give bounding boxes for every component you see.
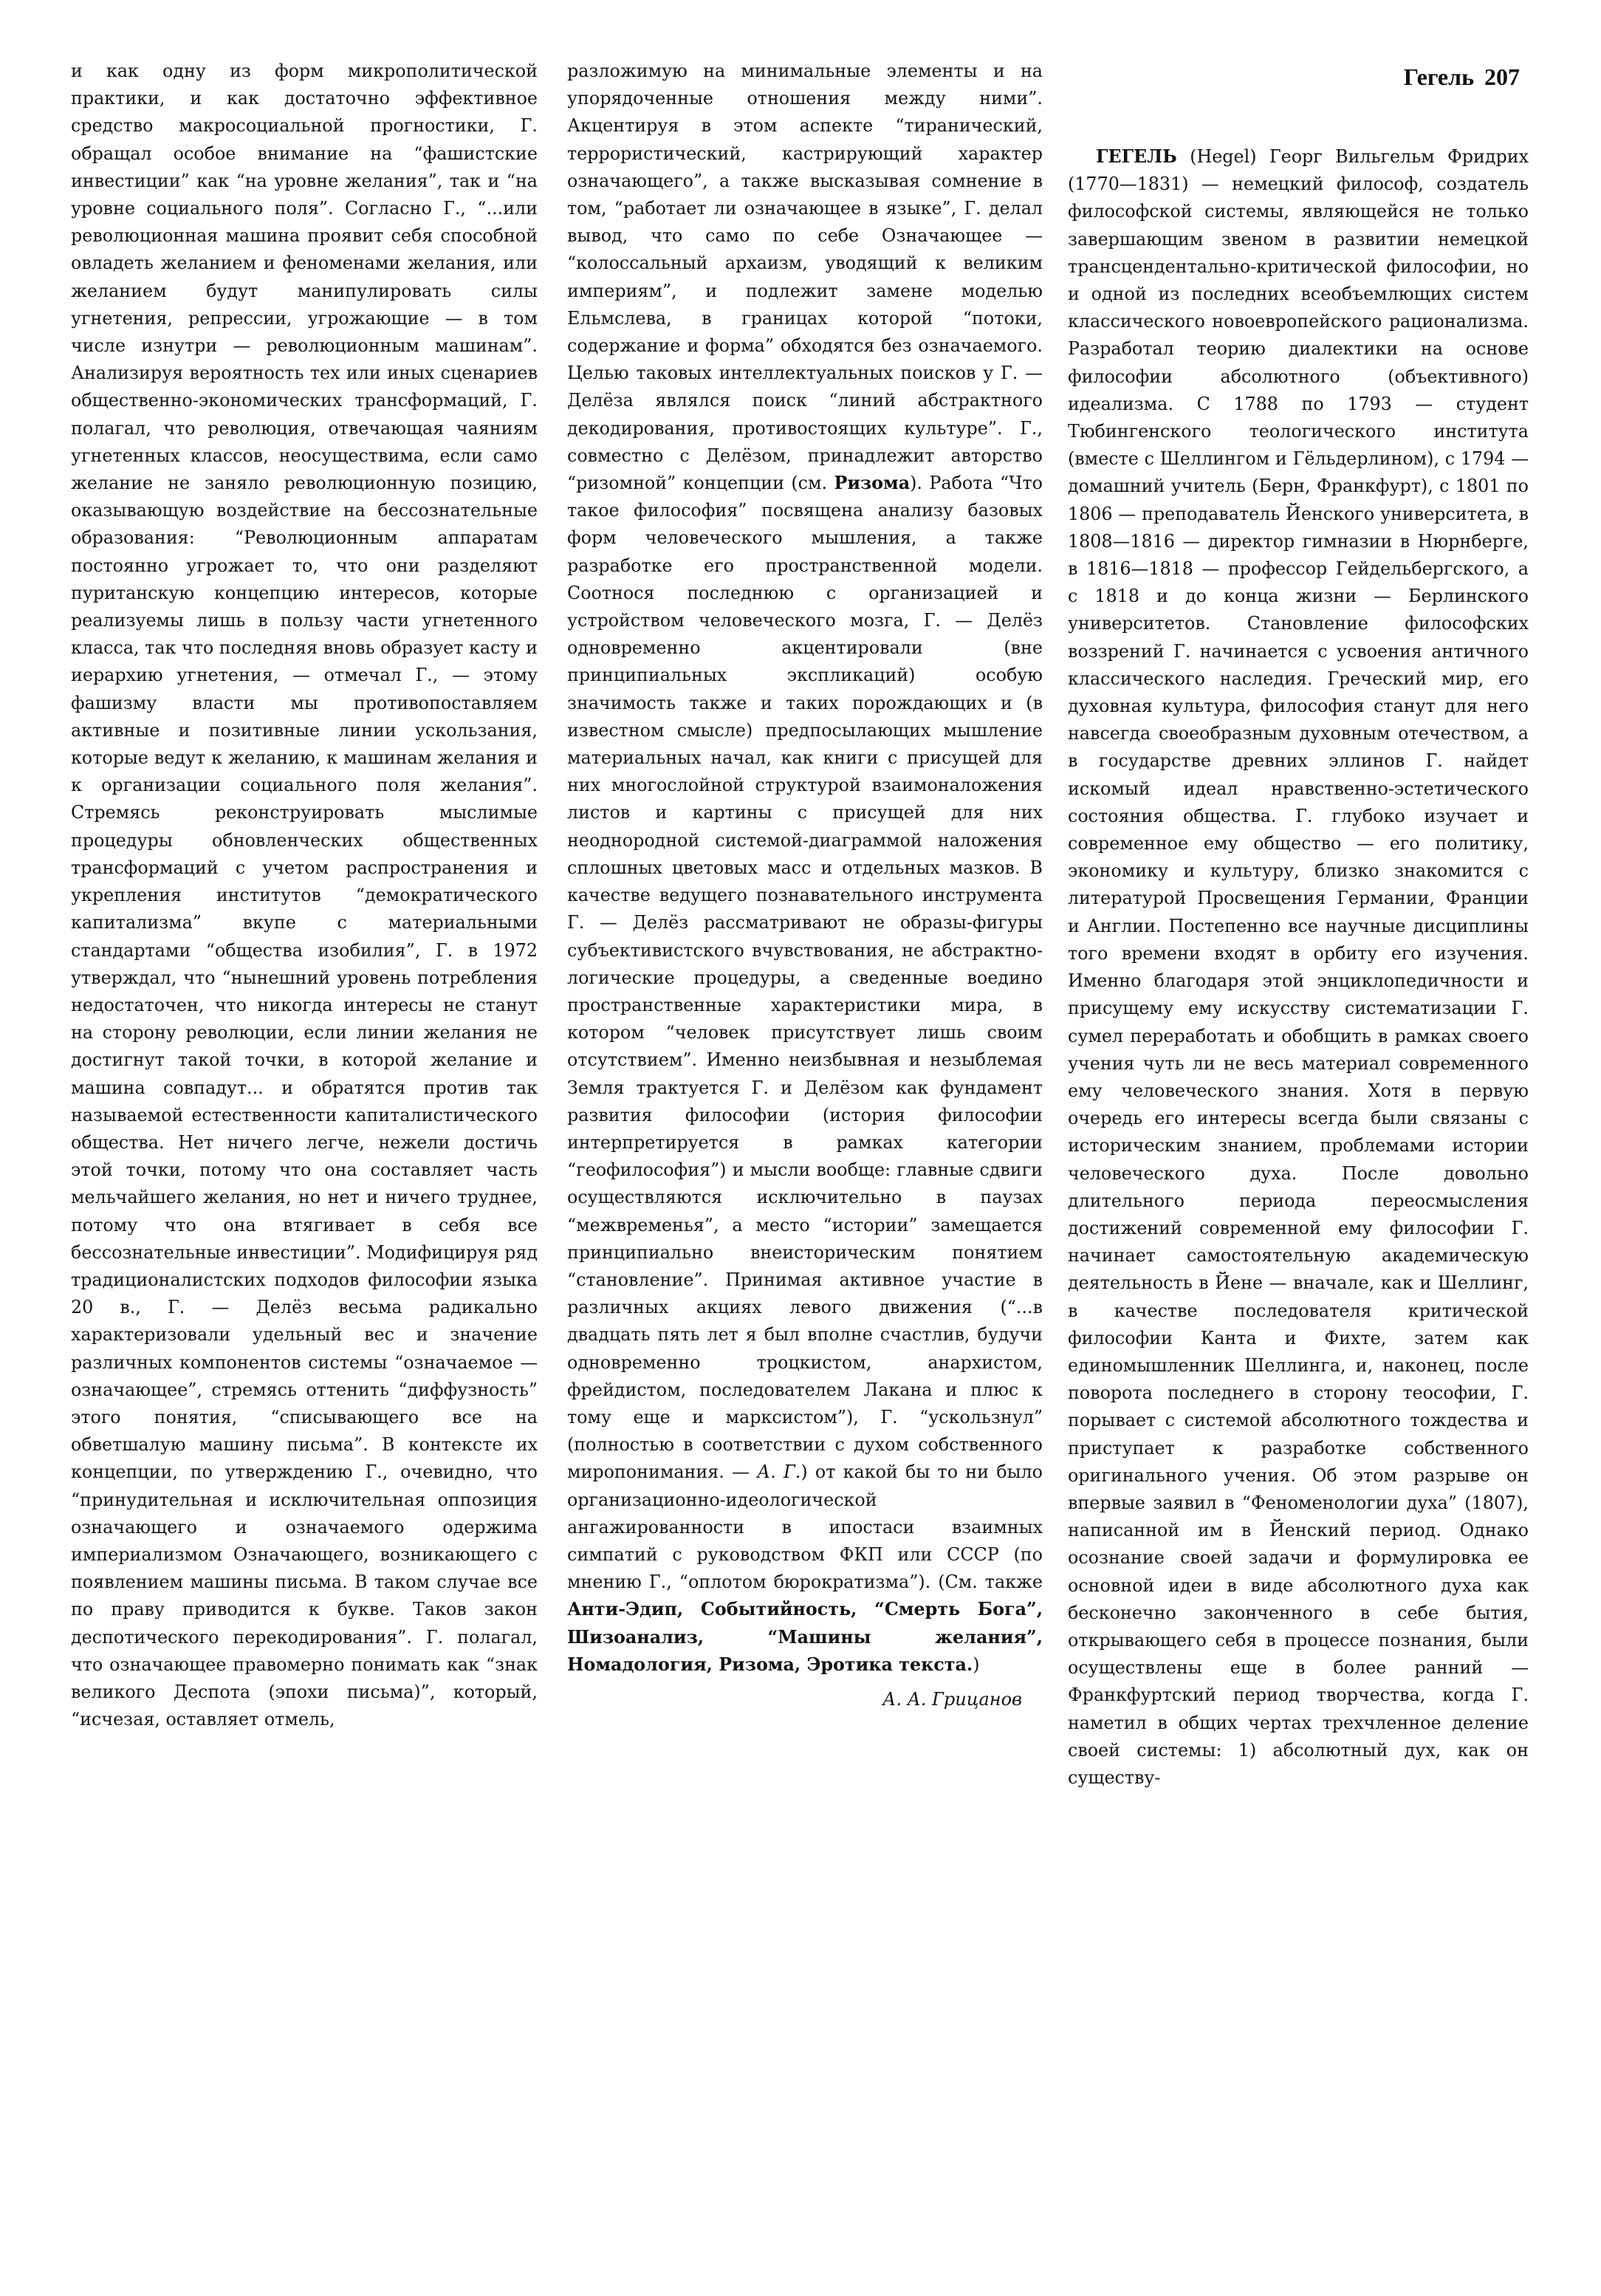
author-initials: А. Г. <box>757 1461 801 1483</box>
closing-bracket: ) <box>973 1654 980 1675</box>
article-author: А. А. Грицанов <box>882 1688 1022 1710</box>
cross-reference[interactable]: Ризома <box>834 473 911 494</box>
paragraph-continued <box>567 58 1043 1679</box>
body-text: ) от какой бы то ни было организационно-идеологической ангажированности в ипостаси взаимных симпатий с руководством ФКП или СССР (по мнению Г., “оплотом бюрократизма”). (См. также <box>567 1461 1043 1593</box>
text-column-right <box>1068 143 1529 1792</box>
entry-headword: ГЕГЕЛЬ <box>1096 146 1177 167</box>
text-column-middle <box>567 58 1043 1713</box>
body-text: разложимую на минимальные элементы и на упорядоченные отношения между ними”. Акцентируя в этом аспекте “тиранический, террористический, кастрирующий характер означающего”, а также высказывая сомнение в том, “работает ли означающее в языке”, Г. делал вывод, что само по себе Означающее — “колоссальный архаизм, уводящий к великим империям”, и подлежит замене моделью Ельмслева, в границах которой “потоки, содержание и форма” обходятся без означаемого. Целью таковых интеллектуальных поисков у Г. — Делёза являлся поиск “линий абстрактного декодирования, противостоящих культуре”. Г., совместно с Делёзом, принадлежит авторство “ризомной” концепции (см. <box>567 61 1043 494</box>
paragraph-continued: и как одну из форм микрополитической практики, и как достаточно эффективное средство макросоциальной прогностики, Г. обращал особое внимание на “фашистские инвестиции” как “на уровне желания”, так и “на уровне социального поля”. Согласно Г., “...или революционная машина проявит себя способной овладеть желанием и феноменами желания, или желанием будут манипулировать силы угнетения, репрессии, угрожающие — в том числе изнутри — революционным машинам”. Анализируя вероятность тех или иных сценариев общественно-экономических трансформаций, Г. полагал, что революция, отвечающая чаяниям угнетенных классов, неосуществима, если само желание не заняло революционную позицию, оказывающую воздействие на бессознательные образования: “Революционным аппаратам постоянно угрожает то, что они разделяют пуританскую концепцию интересов, которые реализуемы лишь в пользу части угнетенного класса, так что последняя вновь образует касту и иерархию угнетения, — отмечал Г., — этому фашизму власти мы противопоставляем активные и позитивные линии ускользания, которые ведут к желанию, к машинам желания и к организации социального поля желания”. Стремясь реконструировать мыслимые процедуры обновленческих общественных трансформаций с учетом распространения и укрепления институтов “демократического капитализма” вкупе с материальными стандартами “общества изобилия”, Г. в 1972 утверждал, что “нынешний уровень потребления недостаточен, что никогда интересы не станут на сторону революции, если линии желания не достигнут такой точки, в которой желание и машина совпадут... и обратятся против так называемой естественности капиталистического общества. Нет ничего легче, нежели достичь этой точки, потому что она составляет часть мельчайшего желания, но нет и ничего труднее, потому что она втягивает в себя все бессознательные инвестиции”. Модифицируя ряд традиционалистских подходов философии языка 20 в., Г. — Делёз весьма радикально характеризовали удельный вес и значение различных компонентов системы “означаемое — означающее”, стремясь оттенить “диффузность” этого понятия, “списывающего все на обветшалую машину письма”. В контексте их концепции, по утверждению Г., очевидно, что “принудительная и исключительная оппозиция означающего и означаемого одержима империализмом Означающего, возникающего с появлением машины письма. В таком случае все по праву приводится к букве. Таков закон деспотического перекодирования”. Г. полагал, что означающее правомерно понимать как “знак великого Деспота (эпохи письма)”, который, “исчезая, оставляет отмель, <box>71 61 538 1730</box>
body-text: ). Работа “Что такое философия” посвящена анализу базовых форм человеческого мышления, а также разработке его пространственной модели. Соотнося последнюю с организацией и устройством человеческого мозга, Г. — Делёз одновременно акцентировали (вне принципиальных экспликаций) особую значимость также и таких порождающих и (в известном смысле) предпосылающих мышление материальных начал, как книги с присущей для них многослойной структурой взаимоналожения листов и картины с присущей для них неоднородной системой-диаграммой наложения сплошных цветовых масс и отдельных мазков. В качестве ведущего познавательного инструмента Г. — Делёз рассматривают не образы-фигуры субъективистского вчувствования, не абстрактно-логические процедуры, а сведенные воедино пространственные характеристики мира, в котором “человек присутствует лишь своим отсутствием”. Именно неизбывная и незыблемая Земля трактуется Г. и Делёзом как фундамент развития философии (история философии интерпретируется в рамках категории “геофилософия”) и мысли вообще: главные сдвиги осуществляются исключительно в паузах “межвременья”, а место “истории” замещается принципиально внеисторическим понятием “становление”. Принимая активное участие в различных акциях левого движения (“...в двадцать пять лет я был вполне счастлив, будучи одновременно троцкистом, анархистом, фрейдистом, последователем Лакана и плюс к тому еще и марксистом”), Г. “ускользнул” (полностью в соответствии с духом собственного миропонимания. — <box>567 473 1043 1483</box>
running-header <box>1047 64 1520 91</box>
entry-paragraph <box>1068 143 1529 1792</box>
entry-text: (Hegel) Георг Вильгельм Фридрих (1770—1831) — немецкий философ, создатель философской системы, являющейся не только завершающим звеном в развитии немецкой трансцендентально-критической философии, но и одной из последних всеобъемлющих систем классического новоевропейского рационализма. Разработал теорию диалектики на основе философии абсолютного (объективного) идеализма. С 1788 по 1793 — студент Тюбингенского теологического института (вместе с Шеллингом и Гёльдерлином), с 1794 — домашний учитель (Берн, Франкфурт), с 1801 по 1806 — преподаватель Йенского университета, в 1808—1816 — директор гимназии в Нюрнберге, в 1816—1818 — профессор Гейдельбергского, а с 1818 и до конца жизни — Берлинского университетов. Становление философских воззрений Г. начинается с усвоения античного классического наследия. Греческий мир, его духовная культура, философия станут для него навсегда своеобразным духовным отечеством, а в государстве древних эллинов Г. найдет искомый идеал нравственно-эстетического состояния общества. Г. глубоко изучает и современное ему общество — его политику, экономику и культуру, близко знакомится с литературой Просвещения Германии, Франции и Англии. Постепенно все научные дисциплины того времени входят в орбиту его изучения. Именно благодаря этой энциклопедичности и присущему ему искусству систематизации Г. сумел переработать и обобщить в рамках своего учения чуть ли не весь материал современного ему человеческого знания. Хотя в первую очередь его интересы всегда были связаны с историческим знанием, проблемами истории человеческого духа. После довольно длительного периода переосмысления достижений современной ему философии Г. начинает самостоятельную академическую деятельность в Йене — вначале, как и Шеллинг, в качестве последователя критической философии Канта и Фихте, затем как единомышленник Шеллинга, и, наконец, после поворота последнего в сторону теософии, Г. порывает с системой абсолютного тождества и приступает к разработке собственного оригинального учения. Об этом разрыве он впервые заявил в “Феноменологии духа” (1807), написанной им в Йенский период. Однако осознание своей задачи и формулировка ее основной идеи в виде абсолютного духа как бесконечно законченного в себе бытия, открывающего себя в процессе познания, были осуществлены еще в более ранний — Франкфуртский период творчества, когда Г. наметил в общих чертах трехчленное деление своей системы: 1) абсолютный дух, как он существу- <box>1068 146 1529 1788</box>
running-title: Гегель <box>1403 64 1474 90</box>
page-number: 207 <box>1484 64 1520 90</box>
text-column-left <box>71 58 538 1733</box>
see-also-references[interactable]: Анти-Эдип, Событийность, “Смерть Бога”, Шизоанализ, “Машины желания”, Номадология, Ризома, Эротика текста. <box>567 1599 1043 1675</box>
